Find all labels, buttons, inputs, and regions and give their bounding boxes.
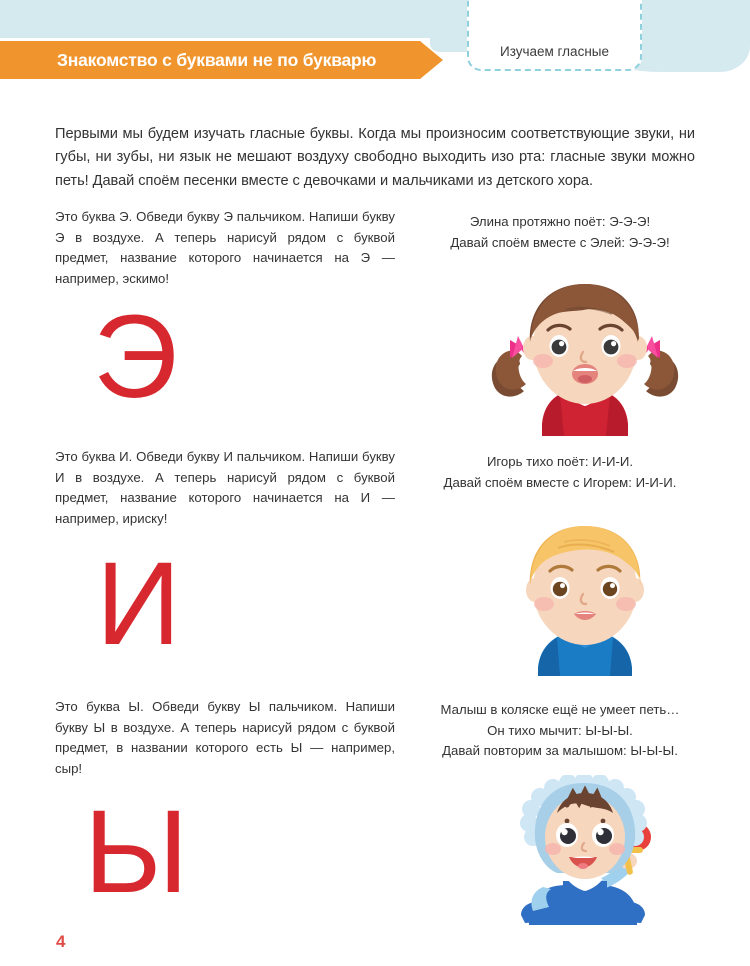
girl-svg — [480, 276, 690, 436]
song-line: Он тихо мычит: Ы-Ы-Ы. — [487, 722, 633, 738]
song-line: Давай споём вместе с Элей: Э-Э-Э! — [450, 234, 670, 250]
baby-svg — [495, 775, 675, 925]
song-line: Игорь тихо поёт: И-И-И. — [486, 454, 634, 469]
section-tag-label: Изучаем гласные — [499, 44, 609, 59]
illustration-girl-with-pigtails — [480, 276, 690, 436]
page-number: 4 — [56, 932, 66, 951]
song-line: Давай споём вместе с Игорем: И-И-И. — [443, 474, 677, 490]
song-line: Давай повторим за малышом: Ы-Ы-Ы. — [442, 743, 678, 759]
lesson-instruction-y: Это буква Ы. Обведи букву Ы пальчиком. Напиши букву Ы в воздухе. А теперь нарисуй рядом с буквой предмет, в названии которого есть Ы — например, сыр! — [55, 699, 395, 776]
illustration-blond-boy — [480, 516, 690, 676]
song-line: Элина протяжно поёт: Э-Э-Э! — [469, 214, 651, 229]
lesson-song-e — [400, 212, 720, 253]
ribbon-title-text: Знакомство с буквами не по букварю — [57, 49, 377, 70]
title-ribbon — [0, 41, 420, 79]
lesson-song-i — [400, 452, 720, 493]
page-header — [0, 0, 750, 100]
big-letter-i: И — [96, 538, 181, 670]
illustration-baby-with-rattle — [495, 775, 675, 925]
lesson-instruction-i: Это буква И. Обведи букву И пальчиком. Напиши букву И в воздухе. А теперь нарисуй рядом с буквой предмет, название которого начинается на И — например, ириску! — [55, 449, 395, 526]
big-letter-y: Ы — [84, 786, 189, 918]
section-tag-box — [467, 0, 642, 71]
boy-svg — [480, 516, 690, 676]
title-ribbon-arrow — [420, 41, 443, 79]
big-letter-e: Э — [93, 291, 178, 423]
song-line: Малыш в коляске ещё не умеет петь… — [440, 702, 680, 717]
lesson-song-y — [400, 700, 720, 762]
lesson-instruction-e: Это буква Э. Обведи букву Э пальчиком. Напиши букву Э в воздухе. А теперь нарисуй рядом с буквой предмет, название которого начинается на Э — например, эскимо! — [55, 209, 395, 286]
intro-paragraph: Первыми мы будем изучать гласные буквы. Когда мы произносим соответствующие звуки, ни губы, ни зубы, ни язык не мешают воздуху свободно выходить изо рта: гласные звуки можно петь! Давай споём песенки вместе с девочками и мальчиками из детского хора. — [55, 125, 695, 189]
